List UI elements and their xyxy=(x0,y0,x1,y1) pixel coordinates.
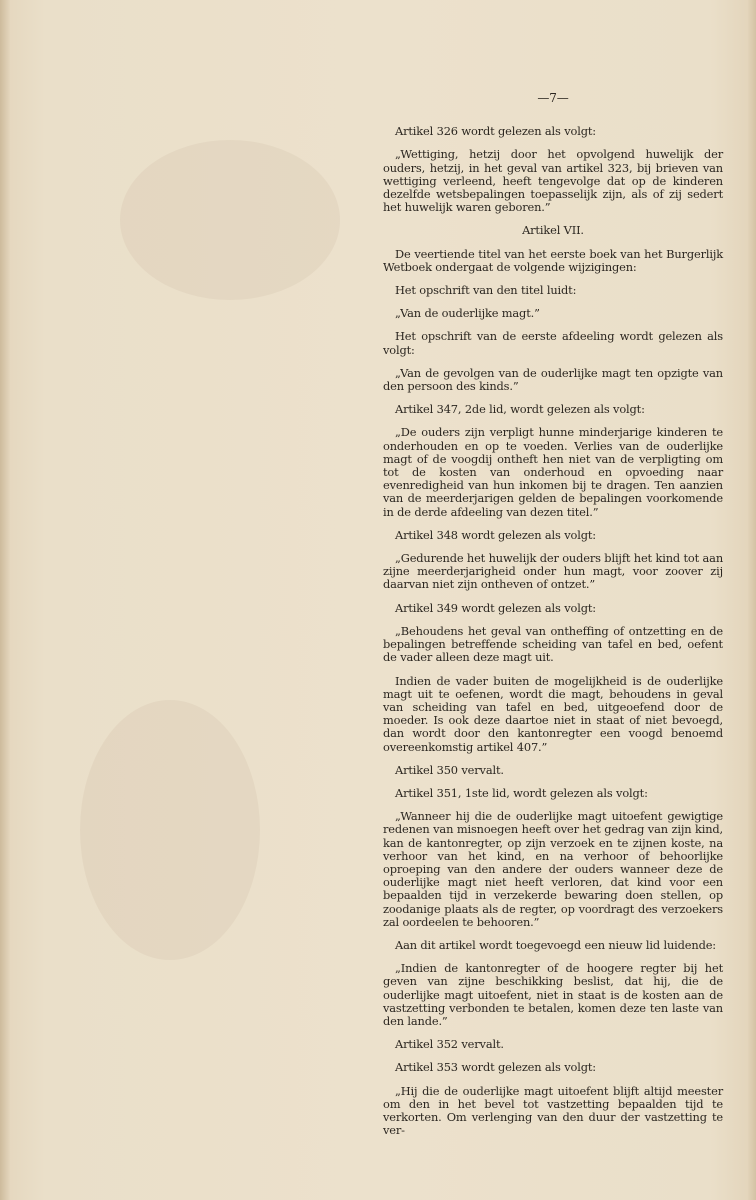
article-intro: Artikel 347, 2de lid, wordt gelezen als volgt: xyxy=(395,402,645,417)
article-intro: Artikel 352 vervalt. xyxy=(395,1037,504,1052)
article-intro: Aan dit artikel wordt toegevoegd een nieuw lid luidende: xyxy=(395,937,716,952)
quoted-text: „Van de gevolgen van de ouderlijke magt ten opzigte van den persoon des kinds.” xyxy=(383,365,723,394)
quoted-text: „Hij die de ouderlijke magt uitoefent blijft altijd meester om den in het bevel tot vastzetting bepaalden tijd te verkorten. Om verlenging van den duur der vastzetting te ver- xyxy=(383,1083,723,1138)
section-heading: Artikel VII. xyxy=(522,223,584,238)
page-left-edge xyxy=(0,0,10,1200)
paragraph-list xyxy=(383,125,723,1137)
article-intro: Artikel 353 wordt gelezen als volgt: xyxy=(395,1060,596,1075)
article-intro: Artikel 348 wordt gelezen als volgt: xyxy=(395,527,596,542)
page-right-edge xyxy=(748,0,756,1200)
page-number: —7— xyxy=(537,91,569,105)
quoted-text: „Wanneer hij die de ouderlijke magt uitoefent gewigtige redenen van misnoegen heeft over het gedrag van zijn kind, kan de kantonregter, op zijn verzoek en te zijnen koste, na verhoor van het kind, en na verhoor of behoorlijke oproeping van den andere der ouders wanneer deze de ouderlijke magt niet heeft verloren, dat kind voor een bepaalden tijd in verzekerde bewaring doen stellen, op zoodanige plaats als de regter, op voordragt des verzoekers zal oordeelen te behooren.” xyxy=(383,809,723,929)
quoted-text: „Behoudens het geval van ontheffing of ontzetting en de bepalingen betreffende scheiding van tafel en bed, oefent de vader alleen deze magt uit. xyxy=(383,623,723,665)
paper-stain xyxy=(120,140,340,300)
quoted-text: „Indien de kantonregter of de hoogere regter bij het geven van zijne beschikking beslist, dat hij, die de ouderlijke magt uitoefent, niet in staat is de kosten aan de vastzetting verbonden te betalen, komen deze ten laste van den lande.” xyxy=(383,961,723,1028)
article-intro: Artikel 350 vervalt. xyxy=(395,762,504,777)
quoted-text: „Wettiging, hetzij door het opvolgend huwelijk der ouders, hetzij, in het geval van artikel 323, bij brieven van wettiging verleend, heeft tengevolge dat op de kinderen dezelfde wetsbepalingen toepasselijk zijn, als of zij sedert het huwelijk waren geboren.” xyxy=(383,147,723,215)
article-intro: Het opschrift van den titel luidt: xyxy=(395,283,577,298)
quoted-text: „Van de ouderlijke magt.” xyxy=(395,306,540,321)
article-intro: Artikel 349 wordt gelezen als volgt: xyxy=(395,600,596,615)
quoted-text: Indien de vader buiten de mogelijkheid is de ouderlijke magt uit te oefenen, wordt die magt, behoudens in geval van scheiding van tafel en bed, uitgeoefend door de moeder. Is ook deze daartoe niet in staat of niet bevoegd, dan wordt door den kantonregter een voogd benoemd overeenkomstig artikel 407.” xyxy=(383,673,723,754)
paper-stain xyxy=(80,700,260,960)
article-intro: Het opschrift van de eerste afdeeling wordt gelezen als volgt: xyxy=(383,329,723,357)
quoted-text: „De ouders zijn verpligt hunne minderjarige kinderen te onderhouden en op te voeden. Verlies van de ouderlijke magt of de voogdij ontheft hen niet van de verpligting om tot de kosten van onderhoud en opvoeding naar evenredigheid van hun inkomen bij te dragen. Ten aanzien van de meerderjarigen gelden de bepalingen voorkomende in de derde afdeeling van dezen titel.” xyxy=(383,425,723,519)
article-intro: Artikel 351, 1ste lid, wordt gelezen als volgt: xyxy=(395,785,648,800)
article-intro: De veertiende titel van het eerste boek van het Burgerlijk Wetboek ondergaat de volgende wijzigingen: xyxy=(383,246,723,274)
text-column xyxy=(383,92,723,1147)
article-intro: Artikel 326 wordt gelezen als volgt: xyxy=(395,124,596,139)
quoted-text: „Gedurende het huwelijk der ouders blijft het kind tot aan zijne meerderjarigheid onder hun magt, voor zoover zij daarvan niet zijn ontheven of ontzet.” xyxy=(383,551,724,592)
